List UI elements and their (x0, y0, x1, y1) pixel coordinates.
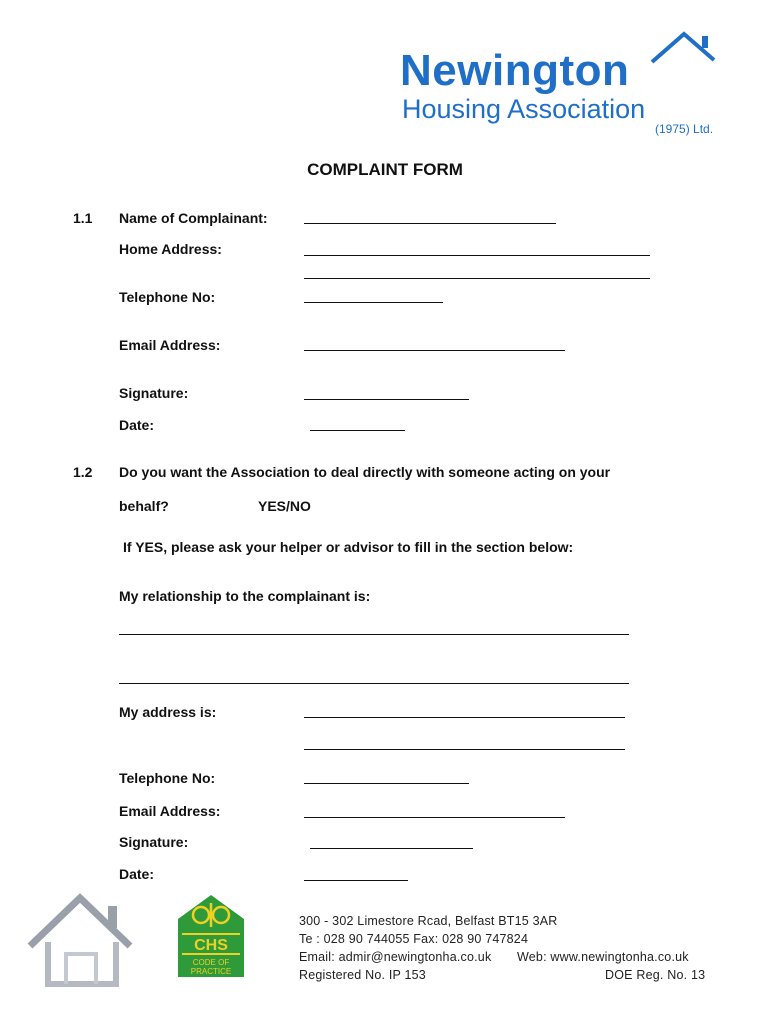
house-watermark-icon (26, 892, 136, 988)
home-address-field-2[interactable] (304, 278, 650, 279)
section-number-1-1: 1.1 (73, 210, 93, 226)
home-address-label: Home Address: (119, 241, 222, 257)
date-label: Date: (119, 417, 155, 433)
section-number-1-2: 1.2 (73, 464, 93, 480)
name-label: Name of Complainant: (119, 210, 268, 226)
helper-date-label: Date: (119, 866, 155, 882)
footer-web: Web: www.newingtonha.co.uk (517, 950, 689, 964)
chs-code-of-practice-logo (174, 893, 248, 979)
chs-sub-1: CODE OF (192, 958, 230, 967)
name-field[interactable] (304, 223, 556, 224)
footer-email: Email: admir@newingtonha.co.uk (299, 950, 492, 964)
question-line-2: behalf? (119, 498, 169, 514)
helper-address-field-2[interactable] (304, 749, 625, 750)
helper-address-field-1[interactable] (304, 717, 625, 718)
helper-telephone-field[interactable] (304, 783, 469, 784)
email-label: Email Address: (119, 337, 221, 353)
signature-label: Signature: (119, 385, 189, 401)
helper-signature-label: Signature: (119, 834, 189, 850)
logo-name: Newington (400, 46, 630, 95)
question-line-1: Do you want the Association to deal directly with someone acting on your (119, 464, 611, 480)
footer-registered: Registered No. IP 153 (299, 968, 426, 982)
home-address-field-1[interactable] (304, 255, 650, 256)
signature-field[interactable] (304, 399, 469, 400)
email-field[interactable] (304, 350, 565, 351)
logo-subtitle: Housing Association (402, 94, 646, 124)
yes-no-option[interactable]: YES/NO (258, 498, 311, 514)
telephone-field[interactable] (304, 302, 443, 303)
roof-icon (648, 30, 718, 64)
footer-phone: Te : 028 90 744055 Fax: 028 90 747824 (299, 932, 529, 946)
helper-signature-field[interactable] (310, 848, 473, 849)
footer-address: 300 - 302 Limestore Rcad, Belfast BT15 3AR (299, 914, 558, 928)
relationship-field-2[interactable] (119, 683, 629, 684)
helper-instruction: If YES, please ask your helper or advisor to fill in the section below: (123, 539, 574, 555)
footer-doe: DOE Reg. No. 13 (605, 968, 706, 982)
helper-address-label: My address is: (119, 704, 217, 720)
chs-text: CHS (194, 937, 228, 954)
helper-email-label: Email Address: (119, 803, 221, 819)
date-field[interactable] (310, 430, 405, 431)
helper-telephone-label: Telephone No: (119, 770, 216, 786)
telephone-label: Telephone No: (119, 289, 216, 305)
form-title: COMPLAINT FORM (307, 160, 463, 179)
relationship-field-1[interactable] (119, 634, 629, 635)
logo-ltd: (1975) Ltd. (655, 122, 714, 136)
relationship-label: My relationship to the complainant is: (119, 588, 371, 604)
helper-date-field[interactable] (304, 880, 408, 881)
chs-sub-2: PRACTICE (190, 967, 232, 976)
helper-email-field[interactable] (304, 817, 565, 818)
